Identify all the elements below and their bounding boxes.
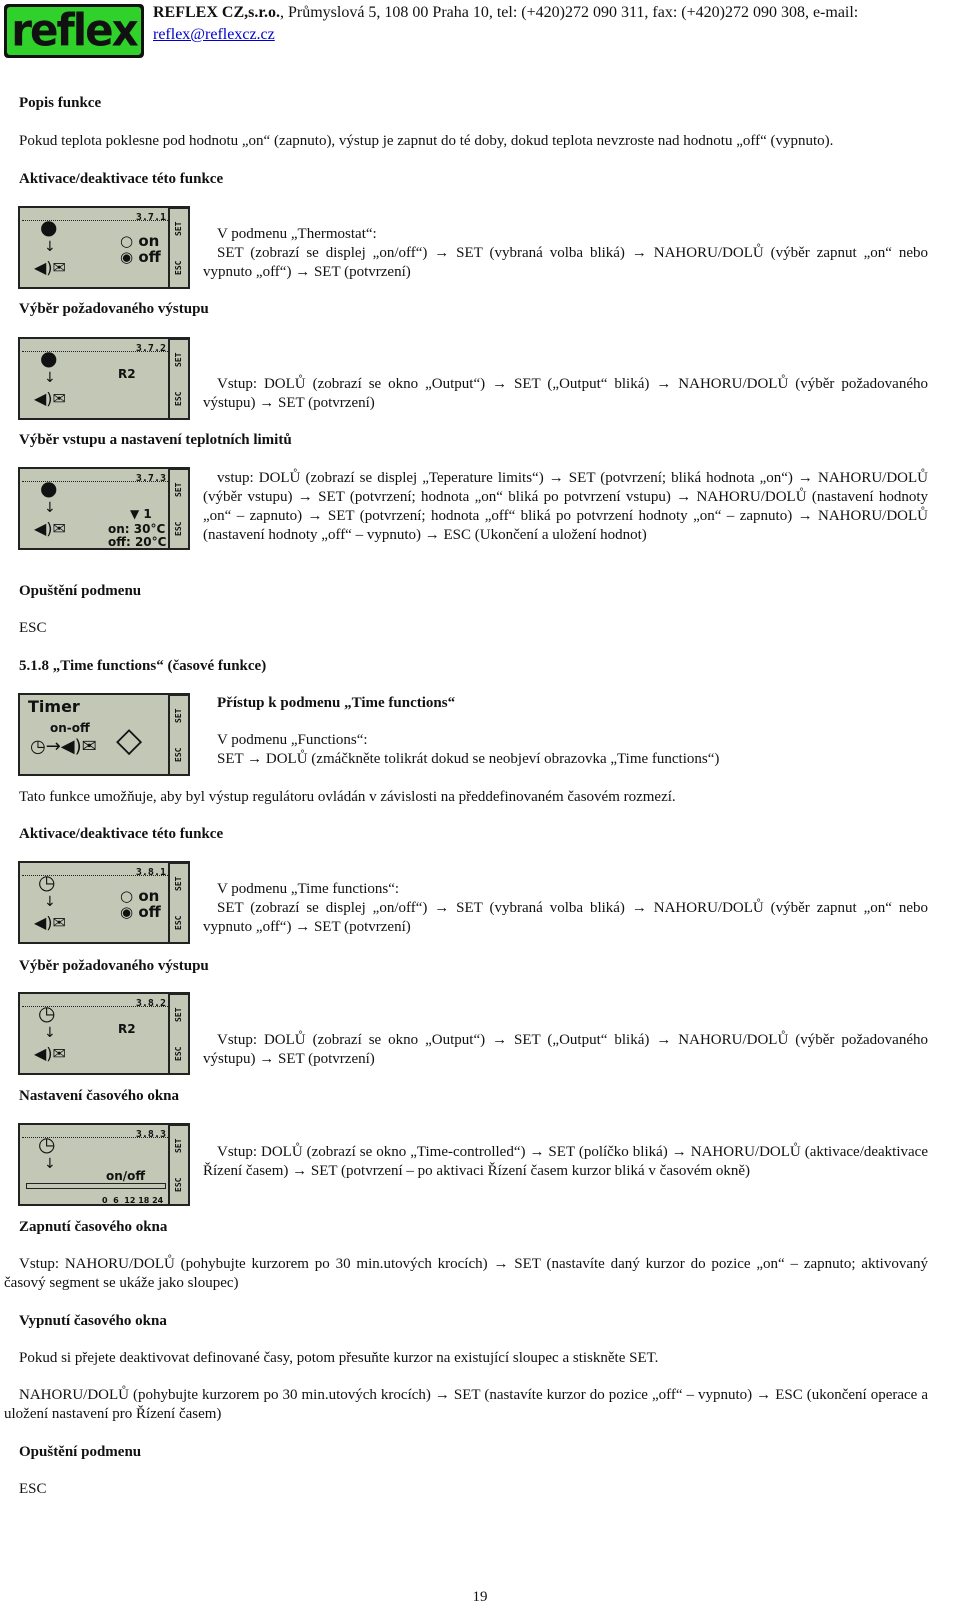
section-title-vypnuti: Vypnutí časového okna: [19, 1313, 167, 1329]
output-icon: ◀)✉: [34, 913, 66, 932]
lcd-screen-3-7-1: 3.7.1 ● ↓ ◀)✉ ○ on ◉ off SET ESC: [18, 206, 190, 289]
time-functions-line1: V podmenu „Functions“:: [217, 732, 368, 748]
vystup-text: Vstup: DOLŮ (zobrazí se okno „Output“) → SET („Output“ bliká) → NAHORU/DOLŮ (výběr požadovaného výstupu) → SET (potvrzení): [203, 376, 928, 411]
section-title-zapnuti: Zapnutí časového okna: [19, 1219, 168, 1235]
section-title-vystup: Výběr požadovaného výstupu: [19, 301, 209, 317]
casove-okno-text: Vstup: DOLŮ (zobrazí se okno „Time-controlled“) → SET (políčko bliká) → NAHORU/DOLŮ (aktivace/deaktivace Řízení časem) → SET (potvrzení – po aktivaci Řízení časem kurzor bliká v časovém okně): [203, 1144, 928, 1179]
lcd-screen-3-7-2: 3.7.2 ● ↓ ◀)✉ R2 SET ESC: [18, 337, 190, 420]
lcd-screen-3-8-2: 3.8.2 ◷ ↓ ◀)✉ R2 SET ESC: [18, 992, 190, 1075]
output-icon: ◀)✉: [34, 1044, 66, 1063]
aktivace-line1: V podmenu „Thermostat“:: [217, 226, 377, 242]
section-title-time-functions: 5.1.8 „Time functions“ (časové funkce): [19, 658, 267, 674]
opusteni2-esc: ESC: [19, 1481, 47, 1497]
output-icon: ◀)✉: [34, 519, 66, 538]
arrow-down-icon: ↓: [44, 500, 56, 516]
company-header: [153, 2, 943, 46]
company-name: REFLEX CZ,s.r.o.: [153, 4, 280, 21]
aktivace-line2: SET (zobrazí se displej „on/off“) → SET (vybraná volba bliká) → NAHORU/DOLŮ (výběr zapnut „on“ nebo vypnuto „off“) → SET (potvrzení): [203, 245, 928, 280]
page-number: 19: [472, 1589, 488, 1605]
aktivace2-line2: SET (zobrazí se displej „on/off“) → SET (vybraná volba bliká) → NAHORU/DOLŮ (výběr zapnut „on“ nebo vypnuto „off“) → SET (potvrzení): [203, 900, 928, 935]
thermometer-icon: ●: [40, 476, 58, 500]
arrow-down-icon: ↓: [44, 1156, 56, 1172]
time-functions-access: Přístup k podmenu „Time functions“: [217, 695, 456, 711]
section-title-aktivace: Aktivace/deaktivace této funkce: [19, 171, 224, 187]
output-icon: ◀)✉: [34, 389, 66, 408]
time-functions-desc: Tato funkce umožňuje, aby byl výstup regulátoru ovládán v závislosti na předdefinovaném časovém rozmezí.: [19, 789, 676, 805]
arrow-down-icon: ↓: [44, 1025, 56, 1041]
arrow-down-icon: ↓: [44, 239, 56, 255]
lcd-screen-3-7-3: 3.7.3 ● ↓ ◀)✉ ▼ 1 on: 30°C off: 20°C SET ESC: [18, 467, 190, 550]
vystup2-text: Vstup: DOLŮ (zobrazí se okno „Output“) → SET („Output“ bliká) → NAHORU/DOLŮ (výběr požadovaného výstupu) → SET (potvrzení): [203, 1032, 928, 1067]
time-bar: [26, 1183, 166, 1189]
time-functions-line2: SET → DOLŮ (zmáčkněte tolikrát dokud se neobjeví obrazovka „Time functions“): [217, 751, 720, 767]
section-title-opusteni-2: Opuštění podmenu: [19, 1444, 142, 1460]
section-title-aktivace-2: Aktivace/deaktivace této funkce: [19, 826, 224, 842]
thermometer-icon: ●: [40, 346, 58, 370]
arrow-down-icon: ↓: [44, 894, 56, 910]
lcd-screen-3-8-3: 3.8.3 ◷ ↓ on/off 0 6 12 18 24 SET ESC: [18, 1123, 190, 1206]
clock-icon: ◷: [38, 1001, 56, 1025]
section-title-popis: Popis funkce: [19, 95, 102, 111]
company-address: , Průmyslová 5, 108 00 Praha 10, tel: (+420)272 090 311, fax: (+420)272 090 308, e-mail:: [279, 4, 859, 21]
company-email-link[interactable]: reflex@reflexcz.cz: [153, 26, 275, 43]
opusteni-esc: ESC: [19, 620, 47, 636]
section-title-vstup-limity: Výběr vstupu a nastavení teplotních limitů: [19, 432, 292, 448]
vstup-limity-text: vstup: DOLŮ (zobrazí se displej „Teperature limits“) → SET (potvrzení; bliká hodnota „on“) → NAHORU/DOLŮ (výběr vstupu) → SET (potvrzení; hodnota „on“ bliká po potvrzení vstupu) → NAHORU/DOLŮ (nastavení hodnoty „on“ – zapnuto) → SET (potvrzení; hodnota „off“ bliká po potvrzení hodnoty „on“ – zapnuto) → NAHORU/DOLŮ (nastavení hodnoty „off“ – vypnuto) → ESC (Ukončení a uložení hodnot): [203, 470, 928, 543]
output-icon: ◀)✉: [34, 258, 66, 277]
popis-text: Pokud teplota poklesne pod hodnotu „on“ (zapnuto), výstup je zapnut do té doby, dokud teplota nevzroste nad hodnotu „off“ (vypnuto).: [19, 133, 834, 149]
device-icon: ◇: [116, 720, 143, 760]
vypnuti-text1: Pokud si přejete deaktivovat definované časy, potom přesuňte kurzor na existující sloupec a stiskněte SET.: [19, 1350, 659, 1366]
zapnuti-text: Vstup: NAHORU/DOLŮ (pohybujte kurzorem po 30 min.utových krocích) → SET (nastavíte daný kurzor do pozice „on“ – zapnuto; aktivovaný časový segment se ukáže jako sloupec): [4, 1256, 928, 1291]
aktivace2-line1: V podmenu „Time functions“:: [217, 881, 400, 897]
vypnuti-text2: NAHORU/DOLŮ (pohybujte kurzorem po 30 min.utových krocích) → SET (nastavíte kurzor do pozice „off“ – vypnuto) → ESC (ukončení operace a uložení nastavení pro Řízení časem): [4, 1387, 928, 1422]
arrow-down-icon: ↓: [44, 370, 56, 386]
section-title-opusteni: Opuštění podmenu: [19, 583, 142, 599]
logo-text: reflex: [11, 4, 137, 57]
reflex-logo: [4, 4, 144, 58]
section-title-vystup-2: Výběr požadovaného výstupu: [19, 958, 209, 974]
lcd-screen-timer: Timer on-off ◷→◀)✉ ◇ SET ESC: [18, 693, 190, 776]
timer-clock-icon: ◷→◀)✉: [30, 736, 97, 757]
section-title-casove-okno: Nastavení časového okna: [19, 1088, 180, 1104]
clock-icon: ◷: [38, 1132, 56, 1156]
thermometer-icon: ●: [40, 215, 58, 239]
lcd-screen-3-8-1: 3.8.1 ◷ ↓ ◀)✉ ○ on ◉ off SET ESC: [18, 861, 190, 944]
clock-icon: ◷: [38, 870, 56, 894]
